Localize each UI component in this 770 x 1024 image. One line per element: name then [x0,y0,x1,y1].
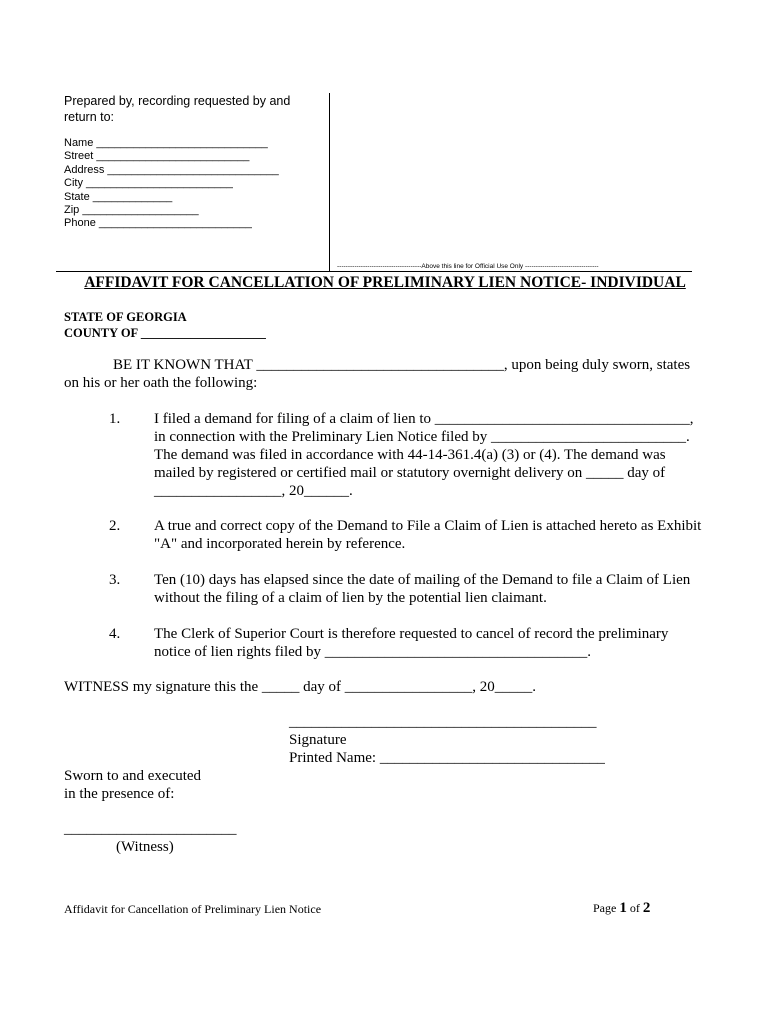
item-1-line[interactable]: mailed by registered or certified mail or statutory overnight delivery on _____ day of [154,465,666,481]
item-2-text [154,517,701,553]
item-1-line: The demand was filed in accordance with 44-14-361.4(a) (3) or (4). The demand was [154,447,666,463]
address-field[interactable]: Address ____________________________ [64,163,279,176]
witness-label: (Witness) [116,839,174,855]
intro-line-1[interactable]: BE IT KNOWN THAT _________________________________, upon being duly sworn, states [113,357,691,373]
item-3-line: Ten (10) days has elapsed since the date of mailing of the Demand to file a Claim of Lien [154,572,691,588]
sworn-line-1: Sworn to and executed [64,768,202,784]
item-1-line[interactable]: _________________, 20______. [154,483,353,499]
item-2-line: A true and correct copy of the Demand to File a Claim of Lien is attached hereto as Exhibit [154,518,702,534]
state-of-georgia: STATE OF GEORGIA [64,310,187,324]
signature-line[interactable]: _________________________________________ [289,714,597,730]
printed-name-field[interactable]: Printed Name: ______________________________ [289,750,605,766]
item-2-line: "A" and incorporated herein by reference. [154,536,406,552]
official-use-divider [56,271,692,272]
item-4-number: 4. [109,626,121,642]
prepared-by-label: Prepared by, recording requested by and return to: [64,94,291,124]
city-field[interactable]: City ________________________ [64,177,233,190]
item-1-text [154,410,694,500]
name-field[interactable]: Name ____________________________ [64,137,268,149]
venue-block [64,309,266,341]
header-vertical-divider [329,93,330,271]
item-1-line[interactable]: in connection with the Preliminary Lien Notice filed by __________________________. [154,429,690,445]
item-3-line: without the filing of a claim of lien by the potential lien claimant. [154,590,547,606]
witness-signature-field[interactable]: _______________________ [64,821,237,837]
document-title: AFFIDAVIT FOR CANCELLATION OF PRELIMINARY LIEN NOTICE- INDIVIDUAL [84,274,686,291]
page-number [593,900,650,917]
signature-label: Signature [289,732,347,748]
item-1-number: 1. [109,411,121,427]
item-3-text [154,571,690,607]
page-current: 1 [619,900,627,916]
item-4-text [154,625,668,661]
footer-document-title: Affidavit for Cancellation of Preliminary Lien Notice [64,902,322,916]
page-total: 2 [642,900,651,916]
phone-field[interactable]: Phone _________________________ [64,217,252,230]
return-address-fields [64,137,279,231]
page-of: of [629,901,640,915]
page-label: Page [593,901,617,915]
official-use-note: ---------------------------------------Above this line for Official Use Only ---------------------------------- [337,263,599,270]
item-2-number: 2. [109,518,121,534]
item-4-line[interactable]: notice of lien rights filed by ___________________________________. [154,644,592,660]
item-4-line: The Clerk of Superior Court is therefore requested to cancel of record the preliminary [154,626,669,642]
county-field[interactable]: COUNTY OF ____________________ [64,326,266,340]
zip-field[interactable]: Zip ___________________ [64,204,199,217]
state-field[interactable]: State _____________ [64,190,173,203]
street-field[interactable]: Street _________________________ [64,150,250,163]
witness-signature-line[interactable]: WITNESS my signature this the _____ day of _________________, 20_____. [64,679,537,695]
item-1-line[interactable]: I filed a demand for filing of a claim of lien to __________________________________, [154,411,694,427]
item-3-number: 3. [109,572,121,588]
sworn-line-2: in the presence of: [64,786,175,802]
intro-line-2: on his or her oath the following: [64,375,258,391]
